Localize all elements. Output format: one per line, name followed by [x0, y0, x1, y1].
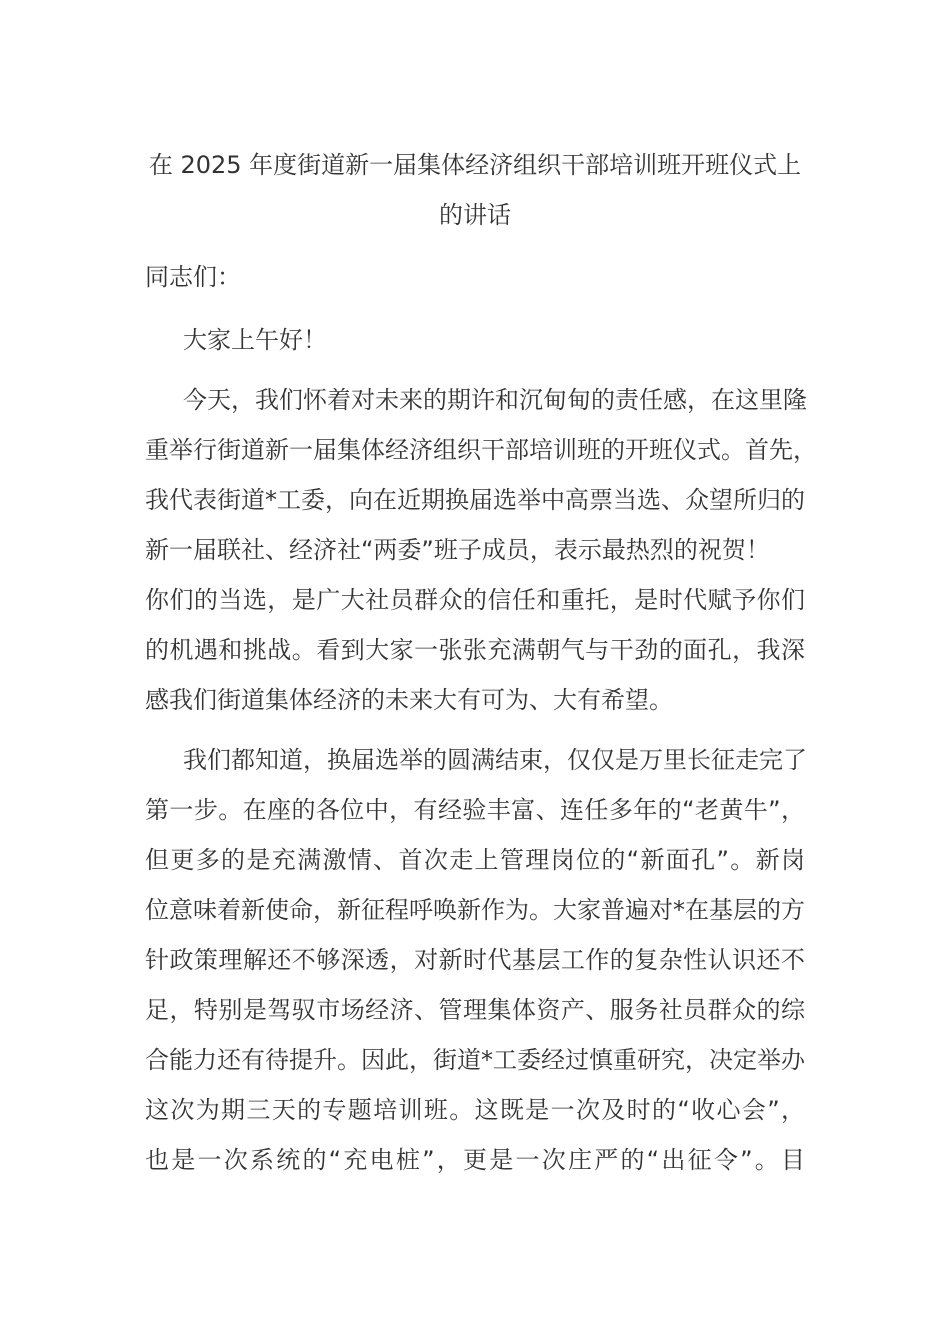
text-line: 这次为期三天的专题培训班。这既是一次及时的“收心会”， — [145, 1096, 805, 1124]
text-line: 感我们街道集体经济的未来大有可为、大有希望。 — [145, 686, 673, 714]
document-title-line-1: 在 2025 年度街道新一届集体经济组织干部培训班开班仪式上 — [148, 151, 802, 179]
salutation: 同志们： — [145, 263, 241, 291]
text-line: 但更多的是充满激情、首次走上管理岗位的“新面孔”。新岗 — [145, 846, 805, 874]
text-line: 你们的当选，是广大社员群众的信任和重托，是时代赋予你们 — [145, 586, 805, 614]
text-line: 的机遇和挑战。看到大家一张张充满朝气与干劲的面孔，我深 — [145, 636, 805, 664]
text-line: 合能力还有待提升。因此，街道*工委经过慎重研究，决定举办 — [145, 1046, 805, 1074]
text-line: 新一届联社、经济社“两委”班子成员，表示最热烈的祝贺！ — [145, 536, 770, 564]
greeting: 大家上午好！ — [183, 326, 327, 354]
text-line: 我们都知道，换届选举的圆满结束，仅仅是万里长征走完了 — [183, 746, 807, 774]
text-line: 我代表街道*工委，向在近期换届选举中高票当选、众望所归的 — [145, 486, 805, 514]
text-line: 位意味着新使命，新征程呼唤新作为。大家普遍对*在基层的方 — [145, 896, 805, 924]
text-line: 重举行街道新一届集体经济组织干部培训班的开班仪式。首先， — [145, 436, 817, 464]
document-title-line-2: 的讲话 — [439, 201, 511, 229]
text-line: 也是一次系统的“充电桩”，更是一次庄严的“出征令”。目 — [145, 1146, 805, 1174]
text-line: 今天，我们怀着对未来的期许和沉甸甸的责任感，在这里隆 — [183, 386, 807, 414]
text-line: 针政策理解还不够深透，对新时代基层工作的复杂性认识还不 — [145, 946, 805, 974]
text-line: 足，特别是驾驭市场经济、管理集体资产、服务社员群众的综 — [145, 996, 805, 1024]
text-line: 第一步。在座的各位中，有经验丰富、连任多年的“老黄牛”， — [145, 796, 805, 824]
